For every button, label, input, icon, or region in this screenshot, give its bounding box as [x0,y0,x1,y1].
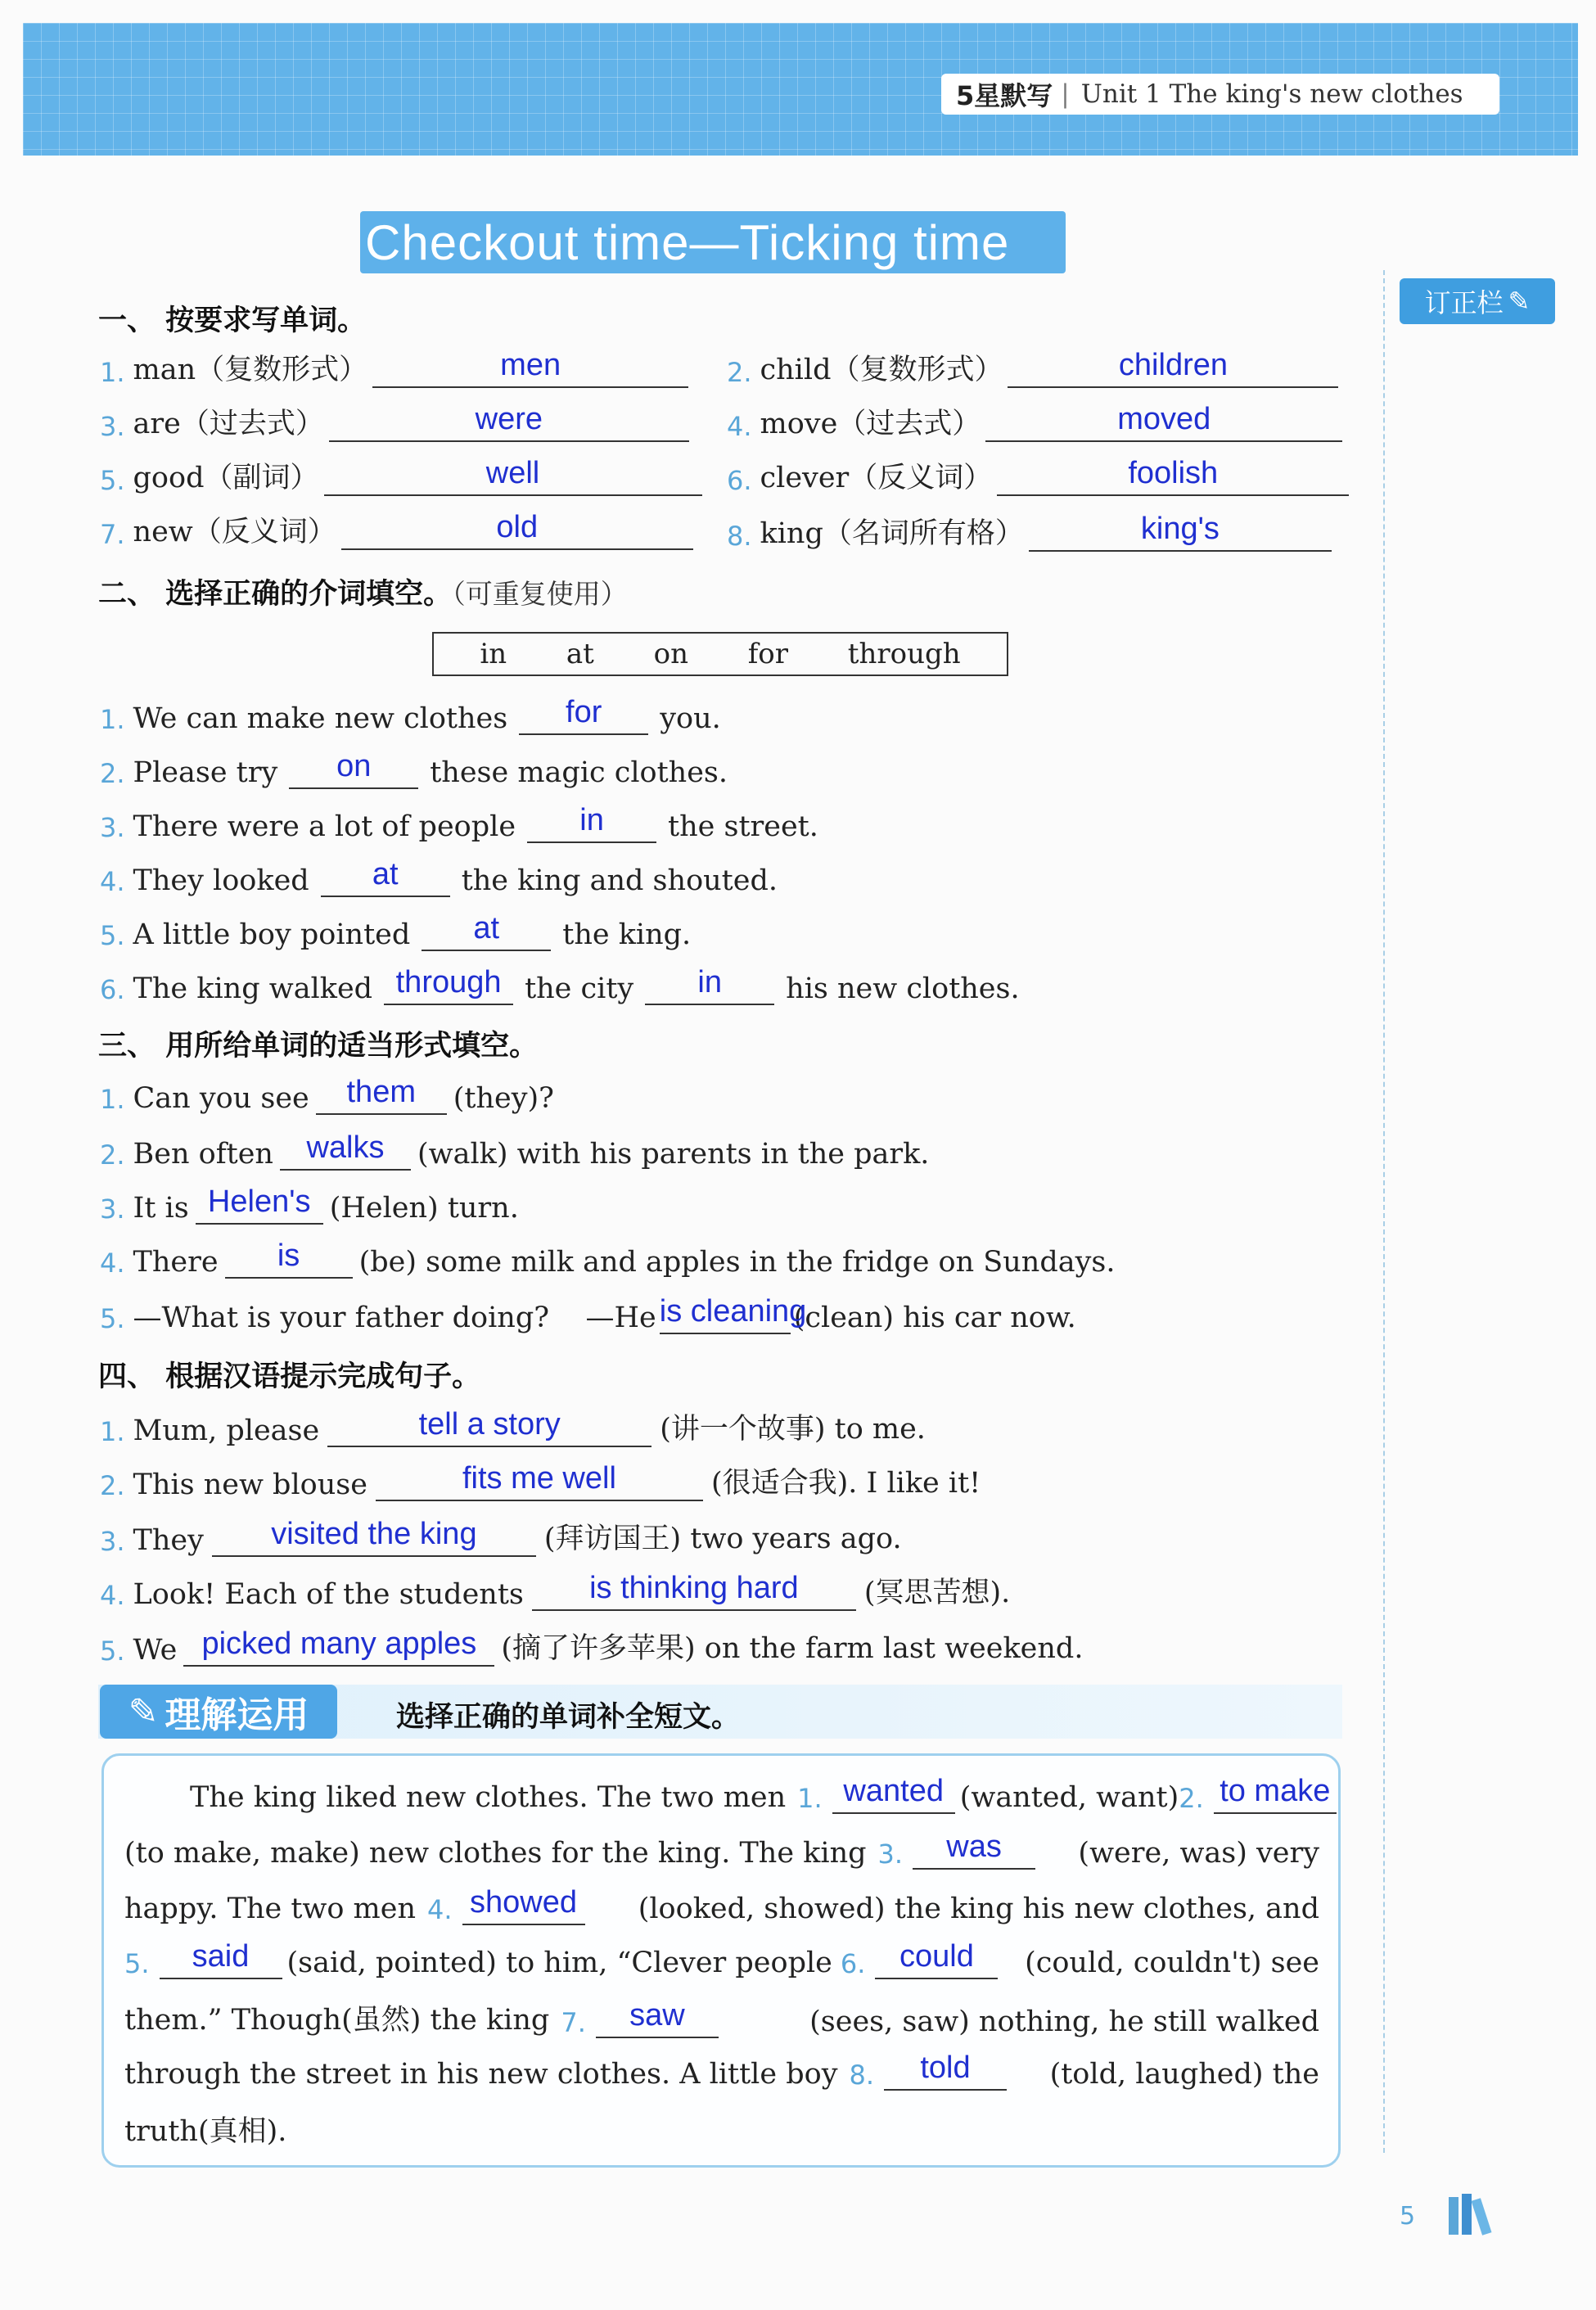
series-label: 5星默写 [956,80,1053,111]
books-icon [1447,2192,1499,2238]
unit-title: Unit 1 The king's new clothes [1080,79,1463,109]
answer-blank[interactable]: could [875,1942,998,1979]
answer-blank[interactable]: well [324,458,702,496]
p4-item-4: 4. Look! Each of the students is thinking hard (冥思苦想). [100,1571,1011,1611]
word-bank-item: for [747,638,789,670]
answer-blank[interactable]: said [160,1942,282,1979]
answer-blank[interactable]: them [316,1077,447,1115]
answer-blank[interactable]: was [913,1832,1035,1870]
answer-blank[interactable]: saw [596,2001,719,2038]
p2-item-4: 4. They looked at the king and shouted. [100,857,778,897]
word-bank-item: in [480,638,507,670]
p3-item-2: 2. Ben often walks (walk) with his parents in the park. [100,1130,930,1171]
answer-blank[interactable]: men [372,350,688,388]
part3-title: 三、 用所给单词的适当形式填空。 [98,1030,539,1063]
p1-item-8: 8. king（名词所有格） king's [727,511,1337,552]
p3-item-4: 4. There is (be) some milk and apples in the fridge on Sundays. [100,1238,1116,1279]
header-separator: | [1061,79,1070,109]
p4-item-3: 3. They visited the king (拜访国王) two years ago. [100,1517,902,1557]
answer-blank[interactable]: moved [985,404,1342,442]
header-title [941,74,1499,115]
p1-item-5: 5. good（副词） well [100,455,707,496]
p4-item-2: 2. This new blouse fits me well (很适合我). I like it! [100,1461,981,1501]
passage-line-3: happy. The two men 4. showed (looked, showed) the king his new clothes, and [124,1885,1319,1925]
p2-item-2: 2. Please try on these magic clothes. [100,749,728,789]
p2-item-6: 6. The king walked through the city in his new clothes. [100,965,1020,1005]
p2-item-5: 5. A little boy pointed at the king. [100,911,692,951]
part4-title: 四、 根据汉语提示完成句子。 [98,1360,481,1393]
p2-item-3: 3. There were a lot of people in the street. [100,803,818,843]
answer-blank[interactable]: on [289,751,418,789]
answer-blank[interactable]: in [645,968,774,1005]
word-bank-item: through [847,638,961,670]
word-bank-item: on [653,638,688,670]
p1-item-2: 2. child（复数形式） children [727,347,1343,388]
answer-blank[interactable]: king's [1029,514,1332,552]
p1-item-6: 6. clever（反义词） foolish [727,455,1354,496]
answer-blank[interactable]: children [1008,350,1338,388]
correction-tag [1400,278,1555,324]
part2-title: 二、 选择正确的介词填空。（可重复使用） [98,578,628,611]
answer-blank[interactable]: is cleaning [660,1297,791,1334]
p2-item-1: 1. We can make new clothes for you. [100,695,721,735]
word-bank-item: at [566,638,594,670]
page-number: 5 [1400,2202,1416,2231]
p1-item-7: 7. new（反义词） old [100,509,698,550]
answer-blank[interactable]: showed [462,1888,585,1925]
pencil-icon: ✎ [1508,286,1531,317]
answer-blank[interactable]: is thinking hard [532,1573,856,1611]
answer-blank[interactable]: is [225,1241,353,1279]
p4-item-5: 5. We picked many apples (摘了许多苹果) on the farm last weekend. [100,1626,1084,1667]
part1-title: 一、 按要求写单词。 [98,305,367,337]
answer-blank[interactable]: to make [1214,1776,1337,1814]
edit-icon: ✎ [128,1690,159,1733]
p1-item-4: 4. move（过去式） moved [727,401,1347,442]
correction-label: 订正栏 [1424,287,1504,318]
apply-label: ✎ 理解运用 [100,1685,337,1739]
answer-blank[interactable]: visited the king [212,1519,536,1557]
answer-blank[interactable]: old [341,512,693,550]
answer-blank[interactable]: told [884,2053,1007,2091]
answer-blank[interactable]: Helen's [196,1187,323,1225]
answer-blank[interactable]: fits me well [376,1464,703,1501]
correction-column-divider [1383,270,1385,2153]
passage-line-1: The king liked new clothes. The two men 1. wanted (wanted, want) 2. to make [124,1776,1319,1814]
answer-blank[interactable]: were [329,404,689,442]
passage-line-6: through the street in his new clothes. A little boy 8. told (told, laughed) the [124,2051,1319,2091]
passage-line-4: 5. said (said, pointed) to him, “Clever people 6. could (could, couldn't) see [124,1939,1319,1979]
answer-blank[interactable]: foolish [997,458,1349,496]
answer-blank[interactable]: through [384,968,513,1005]
p3-item-1: 1. Can you see them (they)? [100,1075,554,1115]
apply-instruction: 选择正确的单词补全短文。 [396,1701,741,1734]
passage-line-7: truth(真相). [124,2115,287,2148]
passage-line-2: (to make, make) new clothes for the king. The king 3. was (were, was) very [124,1830,1319,1870]
p4-item-1: 1. Mum, please tell a story (讲一个故事) to me. [100,1407,926,1447]
passage-line-5: them.” Though(虽然) the king 7. saw (sees, saw) nothing, he still walked [124,1998,1319,2038]
answer-blank[interactable]: for [519,697,648,735]
answer-blank[interactable]: at [422,914,551,951]
answer-blank[interactable]: walks [280,1133,411,1171]
p1-item-1: 1. man（复数形式） men [100,347,693,388]
p1-item-3: 3. are（过去式） were [100,401,694,442]
word-bank [432,632,1008,676]
section-banner: Checkout time—Ticking time [360,211,1066,273]
answer-blank[interactable]: wanted [832,1776,955,1814]
answer-blank[interactable]: picked many apples [183,1629,494,1667]
answer-blank[interactable]: at [321,859,450,897]
p3-item-3: 3. It is Helen's (Helen) turn. [100,1184,519,1225]
answer-blank[interactable]: in [527,805,656,843]
p3-item-5: 5. —What is your father doing? —He is cleaning (clean) his car now. [100,1294,1076,1334]
answer-blank[interactable]: tell a story [327,1410,651,1447]
